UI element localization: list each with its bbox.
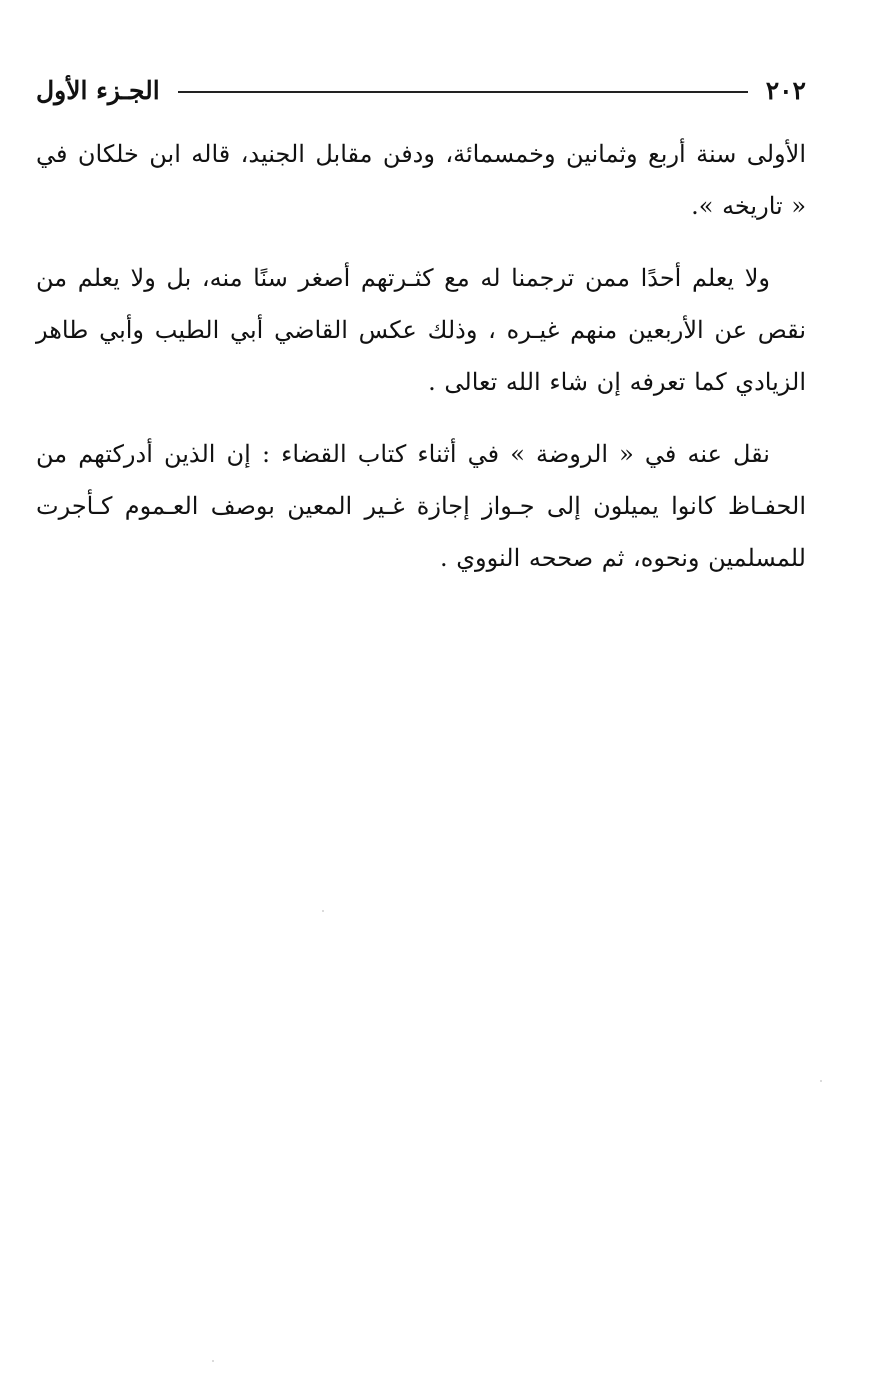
paragraph-2: ولا يعلم أحدًا ممن ترجمنا له مع كثـرتهم أصغر سنًا منه، بل ولا يعلم من نقص عن الأربعين منهم غيـره ، وذلك عكس القاضي أبي الطيب وأبي طاهر الزيادي كما تعرفه إن شاء الله تعالى . [36, 264, 806, 396]
page-body [36, 128, 806, 584]
scan-dot [322, 910, 324, 912]
scan-dot [212, 1360, 214, 1362]
scan-dot [820, 1080, 822, 1082]
volume-title: الجـزء الأول [36, 75, 160, 105]
paragraph-1: الأولى سنة أربع وثمانين وخمسمائة، ودفن مقابل الجنيد، قاله ابن خلكان في « تاريخه ». [36, 140, 806, 220]
header-rule [178, 91, 748, 93]
page-header [36, 70, 806, 110]
page-number: ٢٠٢ [765, 75, 806, 105]
paragraph-3: نقل عنه في « الروضة » في أثناء كتاب القضاء : إن الذين أدركتهم من الحفـاظ كانوا يميلون إلى جـواز إجازة غـير المعين بوصف العـموم كـأجرت للمسلمين ونحوه، ثم صححه النووي . [36, 440, 806, 572]
